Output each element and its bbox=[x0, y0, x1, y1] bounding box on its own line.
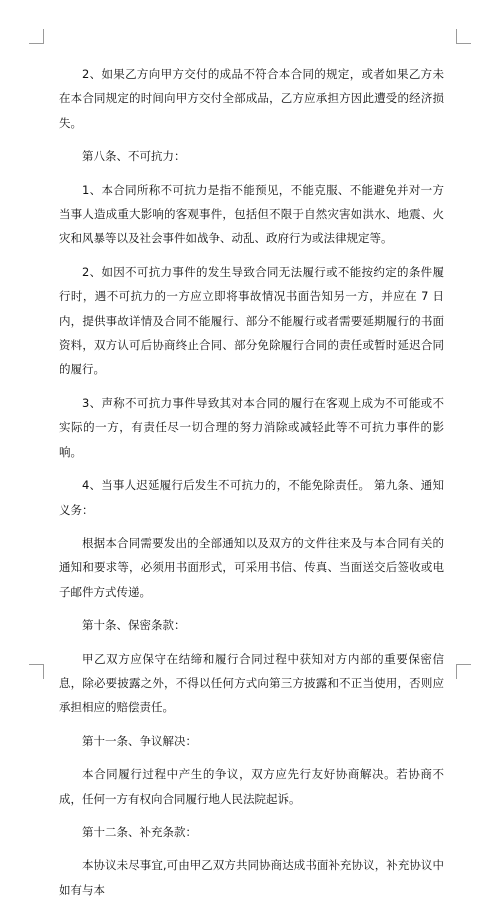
crop-mark-bottom-right bbox=[456, 664, 471, 679]
paragraph-clause-8-4: 4、当事人迟延履行后发生不可抗力的，不能免除责任。 第九条、通知义务： bbox=[59, 478, 444, 517]
heading-article-10: 第十条、保密条款： bbox=[82, 618, 186, 633]
crop-mark-bottom-left bbox=[29, 664, 44, 679]
heading-article-8: 第八条、不可抗力： bbox=[82, 149, 186, 164]
document-body bbox=[59, 62, 444, 911]
paragraph-article-11-body: 本合同履行过程中产生的争议，双方应先行友好协商解决。若协商不成，任何一方有权向合同履行地人民法院起诉。 bbox=[59, 767, 444, 806]
paragraph-article-10-body: 甲乙双方应保守在结缔和履行合同过程中获知对方内部的重要保密信息，除必要披露之外，不得以任何方式向第三方披露和不正当使用，否则应承担相应的赔偿责任。 bbox=[59, 651, 444, 715]
paragraph-clause-8-2: 2、如因不可抗力事件的发生导致合同无法履行或不能按约定的条件履行时，遇不可抗力的一方应立即将事故情况书面告知另一方，并应在 7 日内，提供事故详情及合同不能履行、部分不能履行或者需要延期履行的书面资料，双方认可后协商终止合同、部分免除履行合同的责任或暂时延迟合同的履行。 bbox=[59, 264, 444, 377]
paragraph-clause-8-3: 3、声称不可抗力事件导致其对本合同的履行在客观上成为不可能或不实际的一方，有责任尽一切合理的努力消除或减轻此等不可抗力事件的影响。 bbox=[59, 395, 444, 459]
paragraph-clause-7-2: 2、如果乙方向甲方交付的成品不符合本合同的规定，或者如果乙方未在本合同规定的时间向甲方交付全部成品，乙方应承担方因此遭受的经济损失。 bbox=[59, 67, 444, 130]
paragraph-article-9-body: 根据本合同需要发出的全部通知以及双方的文件往来及与本合同有关的通知和要求等，必须用书面形式，可采用书信、传真、当面送交后签收或电子邮件方式传递。 bbox=[59, 535, 444, 599]
crop-mark-top-left bbox=[29, 29, 44, 44]
crop-mark-top-right bbox=[456, 29, 471, 44]
heading-article-12: 第十二条、补充条款： bbox=[82, 824, 197, 839]
paragraph-clause-8-1: 1、本合同所称不可抗力是指不能预见，不能克服、不能避免并对一方当事人造成重大影响的客观事件，包括但不限于自然灾害如洪水、地震、火灾和风暴等以及社会事件如战争、动乱、政府行为或法律规定等。 bbox=[59, 182, 444, 246]
heading-article-11: 第十一条、争议解决： bbox=[82, 733, 197, 748]
paragraph-article-12-body: 本协议未尽事宜,可由甲乙双方共同协商达成书面补充协议，补充协议中如有与本 bbox=[59, 858, 444, 897]
